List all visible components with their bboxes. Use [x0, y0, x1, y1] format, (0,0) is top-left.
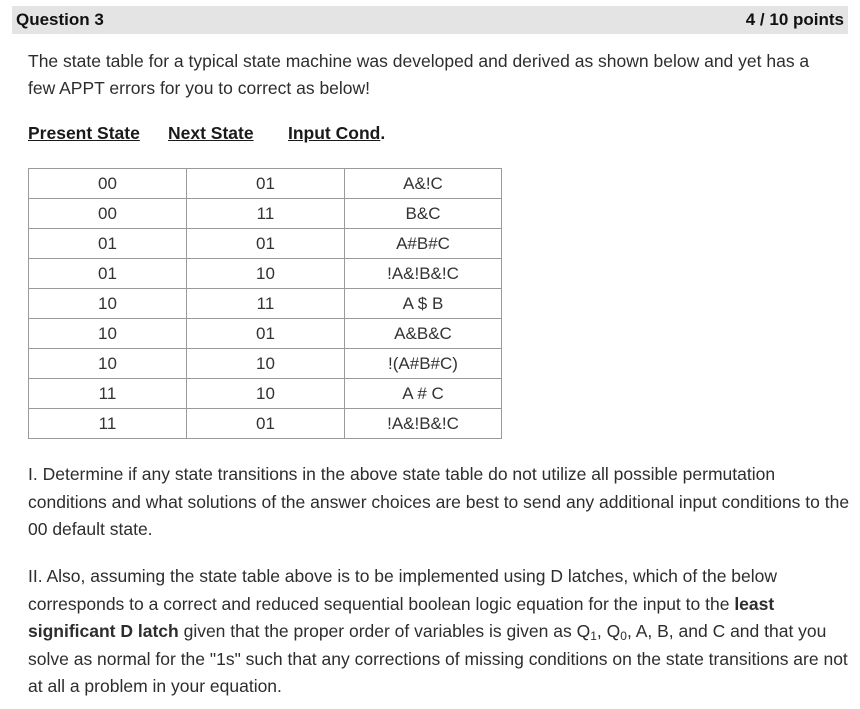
question-title: Question 3	[16, 10, 104, 29]
input-cond-cell: !(A#B#C)	[345, 349, 502, 379]
next-state-cell: 10	[187, 379, 345, 409]
table-row	[29, 169, 502, 199]
present-state-cell: 00	[29, 169, 187, 199]
input-cond-cell: !A&!B&!C	[345, 409, 502, 439]
input-cond-cell: B&C	[345, 199, 502, 229]
table-row	[29, 289, 502, 319]
present-state-cell: 11	[29, 409, 187, 439]
part-one-text: I. Determine if any state transitions in the above state table do not utilize all possible permutation conditions and what solutions of the answer choices are best to send any additional input conditions to the 00 default state.	[28, 464, 850, 539]
input-cond-cell: !A&!B&!C	[345, 259, 502, 289]
input-cond-cell: A # C	[345, 379, 502, 409]
next-state-cell: 01	[187, 409, 345, 439]
table-row	[29, 349, 502, 379]
question-points: 4 / 10 points	[745, 10, 844, 29]
input-cond-cell: A $ B	[345, 289, 502, 319]
question-header	[12, 6, 848, 34]
table-row	[29, 409, 502, 439]
part-two-text: II. Also, assuming the state table above is to be implemented using D latches, which of the below corresponds to a correct and reduced sequential boolean logic equation for the input to the least significant D latch given that the proper order of variables is given as $Q_1$, $Q_0$, A, B, and C and that you solve as normal for the "1s" such that any corrections of missing conditions on the state transitions are not at all a problem in your equation.	[28, 566, 848, 696]
input-cond-cell: A&!C	[345, 169, 502, 199]
column-heading-present-state: Present State	[28, 123, 140, 143]
present-state-cell: 00	[29, 199, 187, 229]
next-state-cell: 01	[187, 169, 345, 199]
table-row	[29, 199, 502, 229]
present-state-cell: 01	[29, 229, 187, 259]
state-table	[28, 168, 502, 439]
present-state-cell: 10	[29, 319, 187, 349]
next-state-cell: 11	[187, 289, 345, 319]
present-state-cell: 10	[29, 349, 187, 379]
least-significant-emphasis: least significant D latch	[28, 593, 775, 641]
present-state-cell: 10	[29, 289, 187, 319]
present-state-cell: 01	[29, 259, 187, 289]
next-state-cell: 01	[187, 319, 345, 349]
next-state-cell: 10	[187, 349, 345, 379]
table-row	[29, 259, 502, 289]
input-cond-cell: A&B&C	[345, 319, 502, 349]
present-state-cell: 11	[29, 379, 187, 409]
column-heading-next-state: Next State	[168, 123, 254, 143]
next-state-cell: 11	[187, 199, 345, 229]
column-heading-input-cond: Input Cond.	[288, 123, 386, 143]
next-state-cell: 01	[187, 229, 345, 259]
table-row	[29, 379, 502, 409]
question-intro: The state table for a typical state machine was developed and derived as shown below and yet has a few APPT errors for you to correct as below!	[28, 51, 810, 98]
input-cond-cell: A#B#C	[345, 229, 502, 259]
table-row	[29, 229, 502, 259]
table-row	[29, 319, 502, 349]
next-state-cell: 10	[187, 259, 345, 289]
